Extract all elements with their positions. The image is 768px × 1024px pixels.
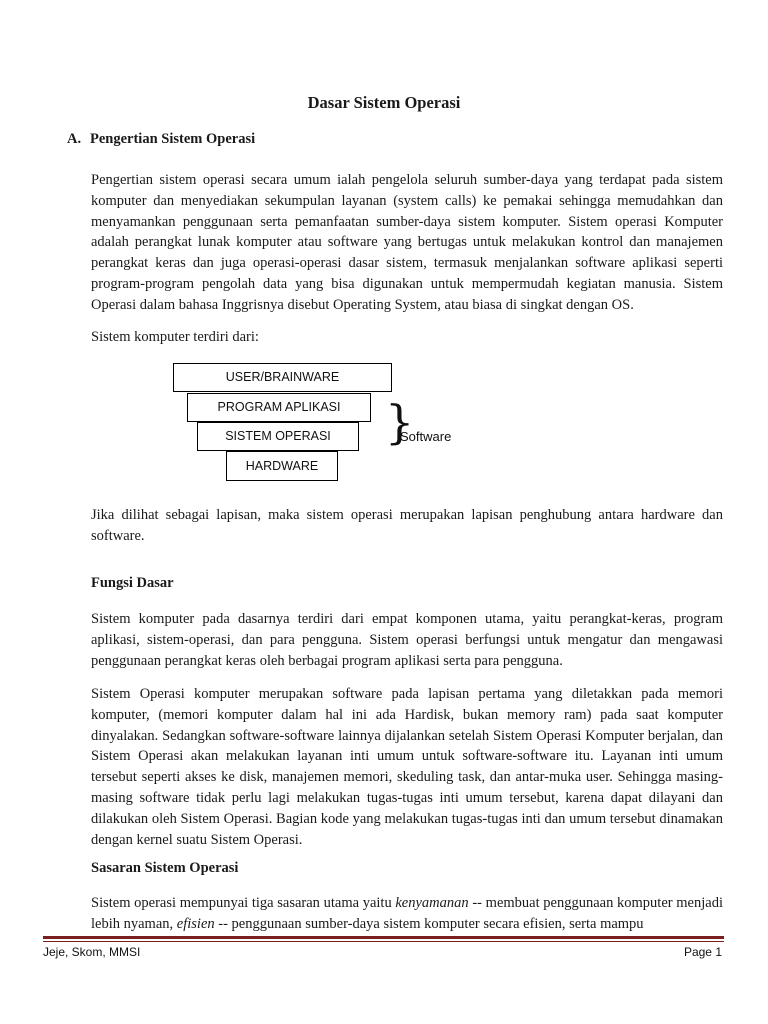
paragraph-sistem-komputer: Sistem komputer terdiri dari: (91, 329, 259, 345)
heading-fungsi-dasar: Fungsi Dasar (91, 575, 174, 591)
paragraph-fungsi-1: Sistem komputer pada dasarnya terdiri dari empat komponen utama, yaitu perangkat-keras, program aplikasi, sistem-operasi, dan para pengguna. Sistem operasi berfungsi untuk mengatur dan mengawasi penggunaan perangkat keras oleh berbagai program aplikasi serta para pengguna. (91, 611, 723, 669)
section-title: Pengertian Sistem Operasi (90, 131, 256, 147)
paragraph-pengertian: Pengertian sistem operasi secara umum ialah pengelola seluruh sumber-daya yang terdapat pada sistem komputer dan menyediakan sekumpulan layanan (system calls) ke pemakai sehingga memudahkan dan menyamankan penggunaan serta pemanfaatan sumber-daya sistem komputer. Sistem operasi Komputer adalah perangkat lunak komputer atau software yang bertugas untuk melakukan kontrol dan manajemen perangkat keras dan juga operasi-operasi dasar sistem, termasuk menjalankan software aplikasi seperti program-program pengolah data yang bisa digunakan untuk mempermudah kegiatan manusia. Sistem Operasi dalam bahasa Inggrisnya disebut Operating System, atau biasa di singkat dengan OS. (91, 172, 723, 313)
section-a-heading (67, 131, 255, 148)
sasaran-emphasis-kenyamanan: kenyamanan (395, 895, 469, 911)
layer-user-brainware: USER/BRAINWARE (173, 363, 392, 392)
section-number: A. (67, 131, 82, 147)
document-title: Dasar Sistem Operasi (307, 93, 461, 112)
footer-rule-thick (43, 936, 724, 939)
layer-program-aplikasi: PROGRAM APLIKASI (187, 393, 371, 422)
sasaran-text-2: -- membuat penggunaan komputer menjadi lebih nyaman, (91, 895, 723, 932)
layer-sistem-operasi: SISTEM OPERASI (197, 422, 359, 451)
brace-icon: } (385, 395, 415, 449)
footer-rule-thin (43, 941, 724, 942)
paragraph-sasaran (91, 893, 723, 935)
paragraph-lapisan: Jika dilihat sebagai lapisan, maka sistem operasi merupakan lapisan penghubung antara hardware dan software. (91, 507, 723, 544)
footer-page-number: Page 1 (683, 945, 722, 959)
sasaran-text-3: -- penggunaan sumber-daya sistem komputer secara efisien, serta mampu (214, 915, 644, 932)
sasaran-emphasis-efisien: efisien (176, 915, 215, 932)
software-label: Software (400, 429, 452, 444)
paragraph-fungsi-2: Sistem Operasi komputer merupakan software pada lapisan pertama yang diletakkan pada memori komputer, (memori komputer dalam hal ini ada Hardisk, bukan memory ram) pada saat komputer dinyalakan. Sedangkan software-software lainnya dijalankan setelah Sistem Operasi Komputer berjalan, dan Sistem Operasi akan melakukan layanan inti umum untuk software-software itu. Layanan inti umum tersebut seperti akses ke disk, manajemen memori, skeduling task, dan antar-muka user. Sehingga masing-masing software tidak perlu lagi melakukan tugas-tugas inti umum tersebut, karena dapat dilayani dan dilakukan oleh Sistem Operasi. Bagian kode yang melakukan tugas-tugas inti dan umum tersebut dinamakan dengan kernel suatu Sistem Operasi. (91, 686, 723, 848)
sasaran-text-1: Sistem operasi mempunyai tiga sasaran utama yaitu (91, 895, 396, 911)
footer-author: Jeje, Skom, MMSI (43, 945, 141, 959)
heading-sasaran: Sasaran Sistem Operasi (91, 860, 239, 876)
layer-hardware: HARDWARE (226, 451, 338, 481)
